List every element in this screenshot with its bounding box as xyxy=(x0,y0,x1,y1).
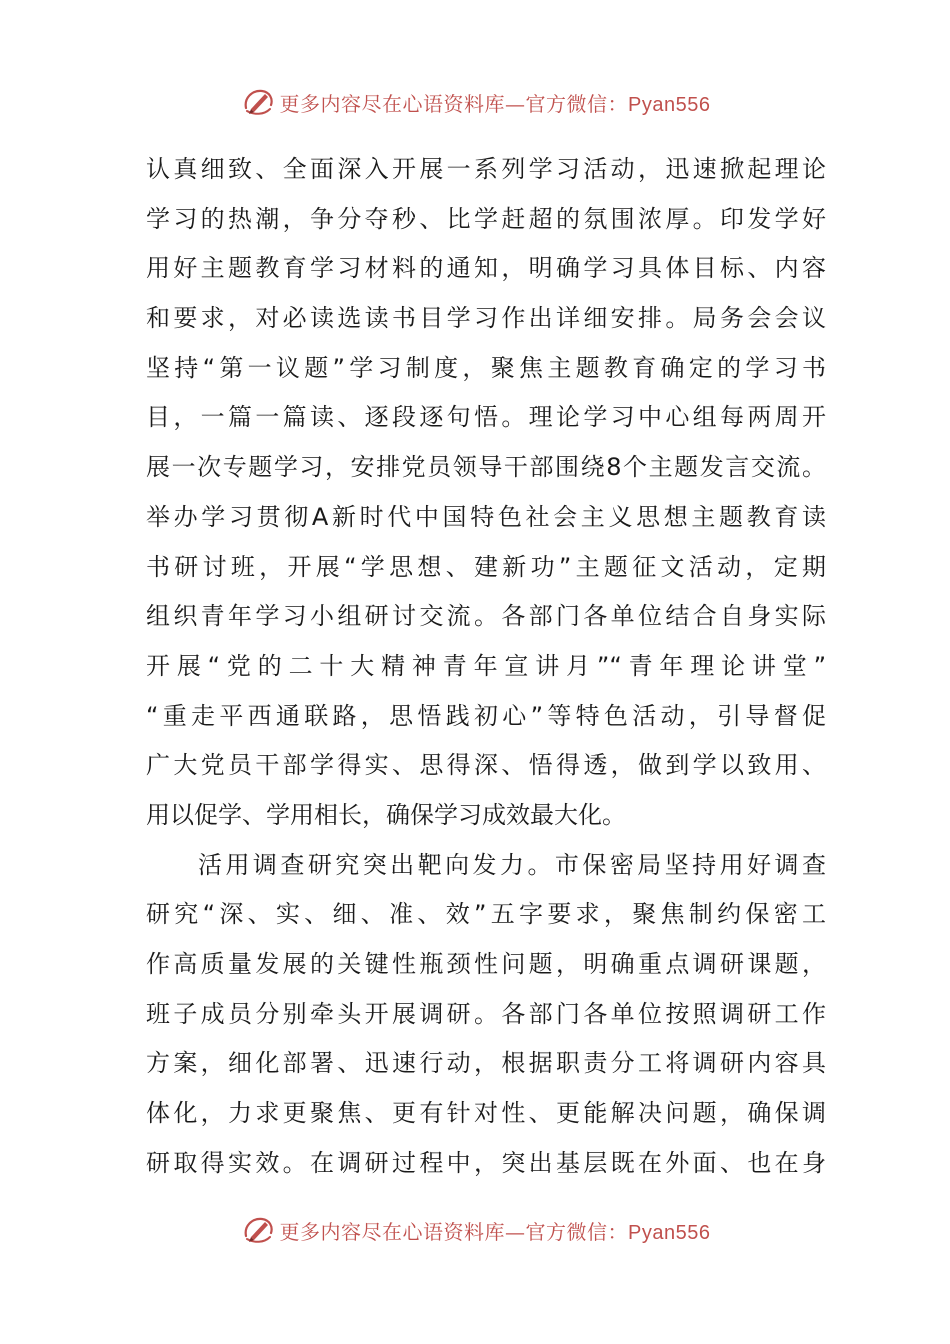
text-line: 用以促学、学用相长，确保学习成效最大化。 xyxy=(146,800,626,829)
text-line: 认真细致、全面深入开展一系列学习活动，迅速掀起理论 xyxy=(146,155,826,183)
text-line: 广大党员干部学得实、思得深、悟得透，做到学以致用、 xyxy=(146,751,826,780)
text-line: 组织青年学习小组研讨交流。各部门各单位结合自身实际 xyxy=(146,602,826,631)
quill-pen-seal-icon xyxy=(240,84,276,120)
text-line: 作高质量发展的关键性瓶颈性问题，明确重点调研课题， xyxy=(146,950,826,978)
text-line: 用好主题教育学习材料的通知，明确学习具体目标、内容 xyxy=(146,254,826,283)
text-line: 和要求，对必读选读书目学习作出详细安排。局务会会议 xyxy=(146,304,826,333)
paragraph-2 xyxy=(146,841,826,1189)
text-line: 坚持“第一议题”学习制度，聚焦主题教育确定的学习书 xyxy=(146,353,826,382)
text-line: 书研讨班，开展“学思想、建新功”主题征文活动，定期 xyxy=(146,552,826,581)
text-line: 展一次专题学习，安排党员领导干部围绕8个主题发言交流。 xyxy=(146,453,826,482)
footer-wechat-id: Pyan556 xyxy=(628,1221,711,1244)
quill-pen-seal-icon xyxy=(240,1212,276,1248)
header-wechat-id: Pyan556 xyxy=(628,93,711,116)
text-line: 举办学习贯彻A新时代中国特色社会主义思想主题教育读 xyxy=(146,502,826,531)
text-line: 目，一篇一篇读、逐段逐句悟。理论学习中心组每两周开 xyxy=(146,403,826,432)
text-line: 方案，细化部署、迅速行动，根据职责分工将调研内容具 xyxy=(146,1049,826,1078)
header-banner xyxy=(0,82,950,122)
paragraph-1 xyxy=(146,145,826,841)
footer-banner xyxy=(0,1210,950,1250)
text-line: 研取得实效。在调研过程中，突出基层既在外面、也在身 xyxy=(146,1148,826,1177)
text-line: 班子成员分别牵头开展调研。各部门各单位按照调研工作 xyxy=(146,999,826,1028)
text-line: 活用调查研究突出靶向发力。市保密局坚持用好调查 xyxy=(198,850,826,879)
text-line: 研究“深、实、细、准、效”五字要求，聚焦制约保密工 xyxy=(146,900,826,929)
body-text xyxy=(146,145,826,1188)
text-line: 开展“党的二十大精神青年宣讲月”“青年理论讲堂” xyxy=(146,651,826,680)
text-line: 体化，力求更聚焦、更有针对性、更能解决问题，确保调 xyxy=(146,1099,826,1128)
footer-text: 更多内容尽在心语资料库—官方微信： xyxy=(279,1219,629,1244)
text-line: “重走平西通联路，思悟践初心”等特色活动，引导督促 xyxy=(146,701,826,730)
text-line: 学习的热潮，争分夺秒、比学赶超的氛围浓厚。印发学好 xyxy=(146,204,826,233)
header-text: 更多内容尽在心语资料库—官方微信： xyxy=(279,91,629,116)
